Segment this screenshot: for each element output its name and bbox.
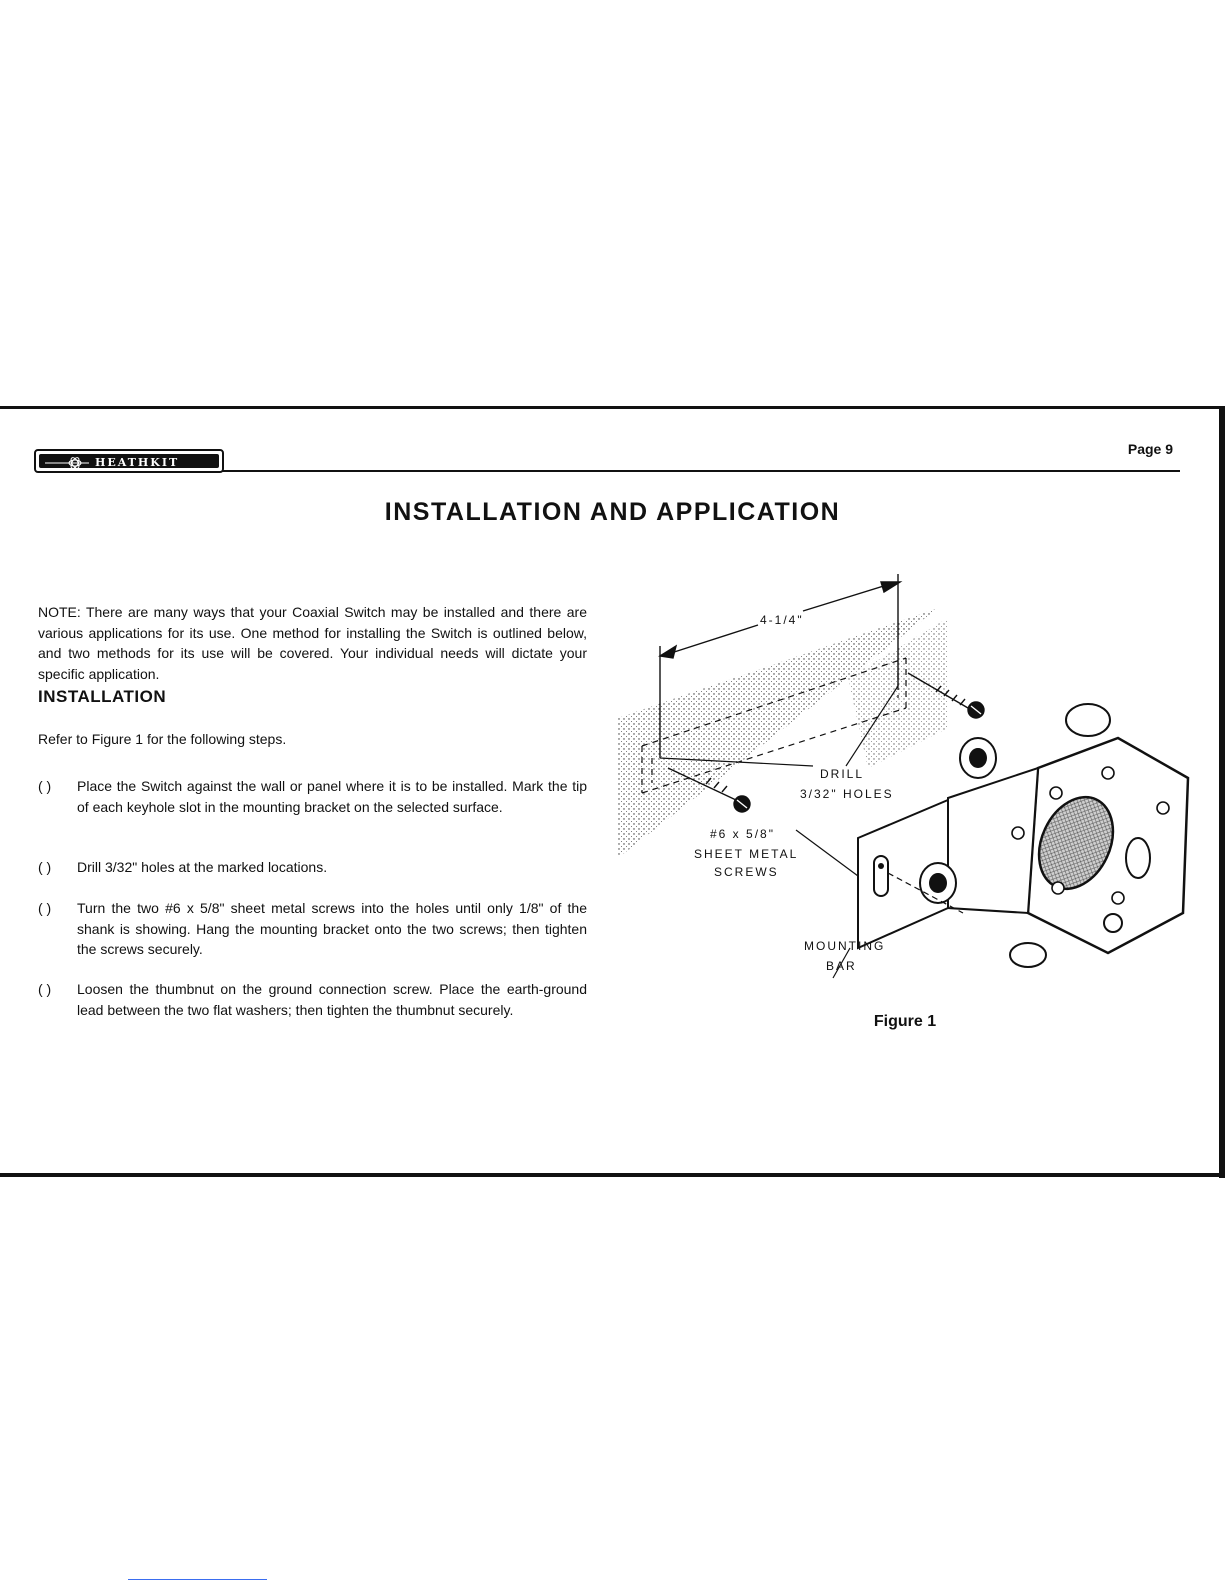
note-paragraph: NOTE: There are many ways that your Coaxial Switch may be installed and there are various applications for its use. One method for installing the Switch is outlined below, and two methods for its use will be covered. Your individual needs will dictate your specific application. — [38, 604, 587, 682]
brand-name: HEATHKIT — [95, 456, 180, 469]
drill-label: DRILL — [820, 767, 865, 781]
step-text: Turn the two #6 x 5/8" sheet metal screws into the holes until only 1/8" of the shank is showing. Hang the mounting bracket onto the two screws; then tighten the screws securely. — [77, 900, 587, 957]
screw-word-label: SCREWS — [714, 865, 779, 879]
checkbox-marker: ( ) — [38, 981, 52, 997]
page-border-top — [0, 406, 1225, 409]
installation-step — [38, 898, 587, 960]
switch-side — [948, 768, 1038, 913]
page-border-bottom — [0, 1173, 1225, 1177]
installation-step — [38, 979, 587, 1020]
step-text: Place the Switch against the wall or panel where it is to be installed. Mark the tip of each keyhole slot in the mounting bracket on the selected surface. — [77, 778, 587, 815]
thumbnut-icon — [1104, 914, 1122, 932]
bar-label-2: BAR — [826, 959, 857, 973]
checkbox-marker: ( ) — [38, 859, 52, 875]
installation-figure — [618, 568, 1218, 998]
intro-paragraph: Refer to Figure 1 for the following steps. — [38, 731, 287, 747]
drill-size-label: 3/32" HOLES — [800, 787, 894, 801]
page-number: Page 9 — [1127, 441, 1173, 457]
coax-connector-icon — [1126, 838, 1150, 878]
dimension-label: 4-1/4" — [760, 613, 804, 627]
installation-step — [38, 776, 587, 817]
installation-heading: INSTALLATION — [38, 687, 167, 706]
scan-artifact-line — [128, 1579, 267, 1580]
keyhole-slot-icon — [874, 856, 888, 896]
step-text: Drill 3/32" holes at the marked locations. — [77, 859, 328, 875]
heathkit-logo — [34, 449, 224, 473]
coax-connector-icon — [1066, 704, 1110, 736]
step-text: Loosen the thumbnut on the ground connection screw. Place the earth-ground lead between the two flat washers; then tighten the thumbnut securely. — [77, 981, 587, 1018]
installation-step — [38, 857, 587, 878]
figure-caption: Figure 1 — [873, 1013, 937, 1030]
checkbox-marker: ( ) — [38, 778, 52, 794]
page-title: INSTALLATION AND APPLICATION — [384, 498, 841, 526]
atom-emblem-icon — [45, 457, 89, 469]
checkbox-marker: ( ) — [38, 900, 52, 916]
screw-size-label: #6 x 5/8" — [710, 827, 775, 841]
coax-connector-icon — [1010, 943, 1046, 967]
screw-type-label: SHEET METAL — [694, 847, 799, 861]
screw-leader — [796, 830, 858, 876]
header-rule — [214, 470, 1180, 472]
bar-label-1: MOUNTING — [804, 939, 886, 953]
